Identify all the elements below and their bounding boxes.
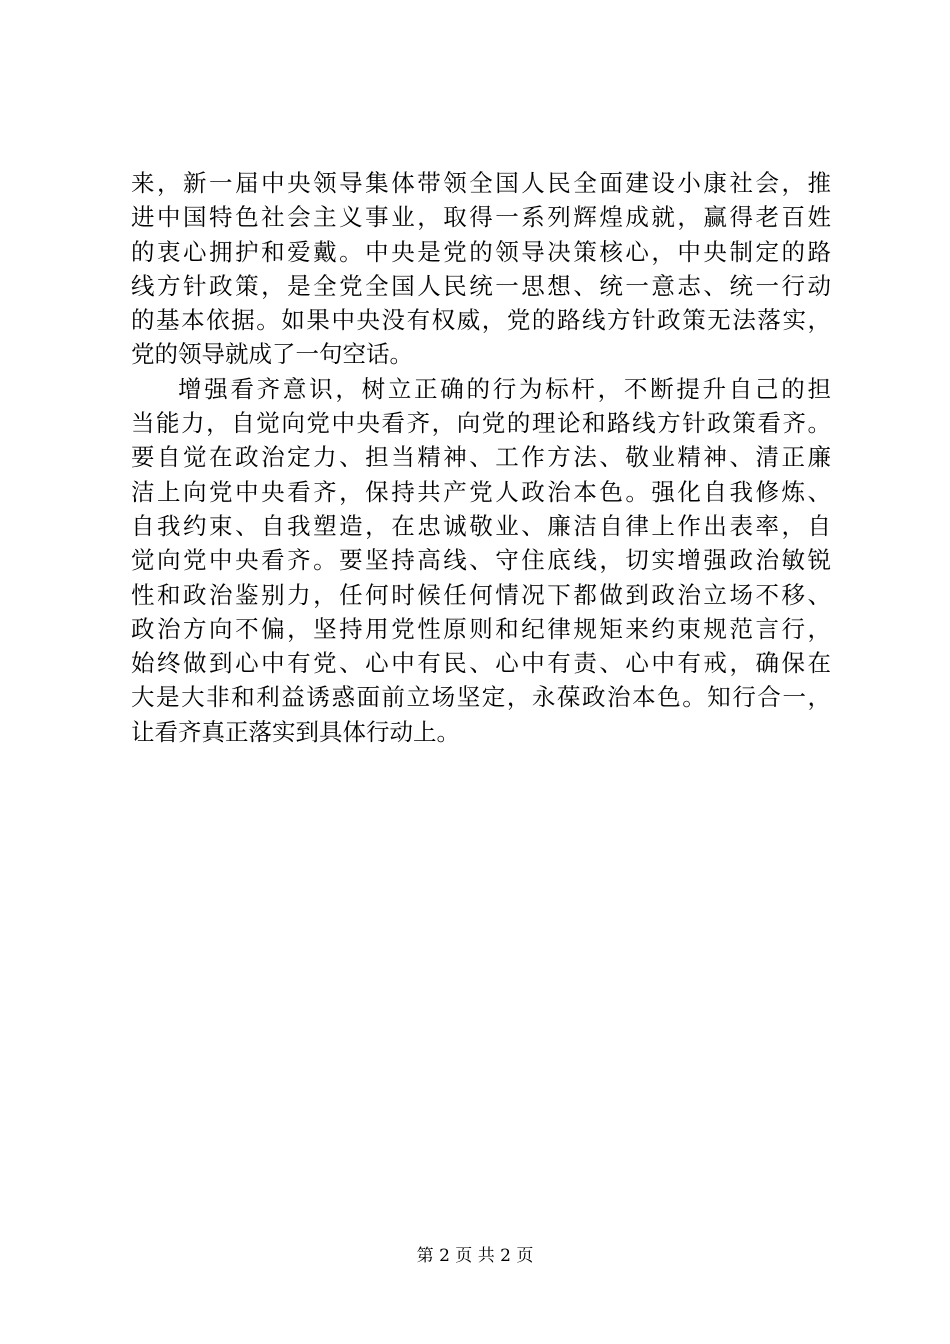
page-number-footer: 第 2 页 共 2 页 bbox=[416, 1246, 534, 1266]
paragraph-2 bbox=[131, 372, 831, 749]
text-line: 的衷心拥护和爱戴。中央是党的领导决策核心，中央制定的路 bbox=[131, 237, 831, 266]
text-line: 党的领导就成了一句空话。 bbox=[131, 340, 413, 369]
text-line: 进中国特色社会主义事业，取得一系列辉煌成就，赢得老百姓 bbox=[131, 203, 831, 232]
paragraph-1 bbox=[131, 166, 831, 372]
body-text bbox=[131, 166, 831, 749]
text-line: 当能力，自觉向党中央看齐，向党的理论和路线方针政策看齐。 bbox=[131, 409, 831, 438]
text-line: 大是大非和利益诱惑面前立场坚定，永葆政治本色。知行合一， bbox=[131, 683, 831, 712]
text-line: 自我约束、自我塑造，在忠诚敬业、廉洁自律上作出表率，自 bbox=[131, 511, 831, 540]
text-line: 政治方向不偏，坚持用党性原则和纪律规矩来约束规范言行， bbox=[131, 614, 831, 643]
text-line: 始终做到心中有党、心中有民、心中有责、心中有戒，确保在 bbox=[131, 649, 831, 678]
text-line: 的基本依据。如果中央没有权威，党的路线方针政策无法落实， bbox=[131, 306, 831, 335]
text-line: 性和政治鉴别力，任何时候任何情况下都做到政治立场不移、 bbox=[131, 580, 831, 609]
text-line: 增强看齐意识，树立正确的行为标杆，不断提升自己的担 bbox=[178, 374, 831, 403]
text-line: 洁上向党中央看齐，保持共产党人政治本色。强化自我修炼、 bbox=[131, 477, 831, 506]
text-line: 让看齐真正落实到具体行动上。 bbox=[131, 717, 460, 746]
text-line: 要自觉在政治定力、担当精神、工作方法、敬业精神、清正廉 bbox=[131, 443, 831, 472]
text-line: 来，新一届中央领导集体带领全国人民全面建设小康社会，推 bbox=[131, 169, 831, 197]
text-line: 觉向党中央看齐。要坚持高线、守住底线，切实增强政治敏锐 bbox=[131, 546, 831, 575]
text-line: 线方针政策，是全党全国人民统一思想、统一意志、统一行动 bbox=[131, 271, 831, 300]
